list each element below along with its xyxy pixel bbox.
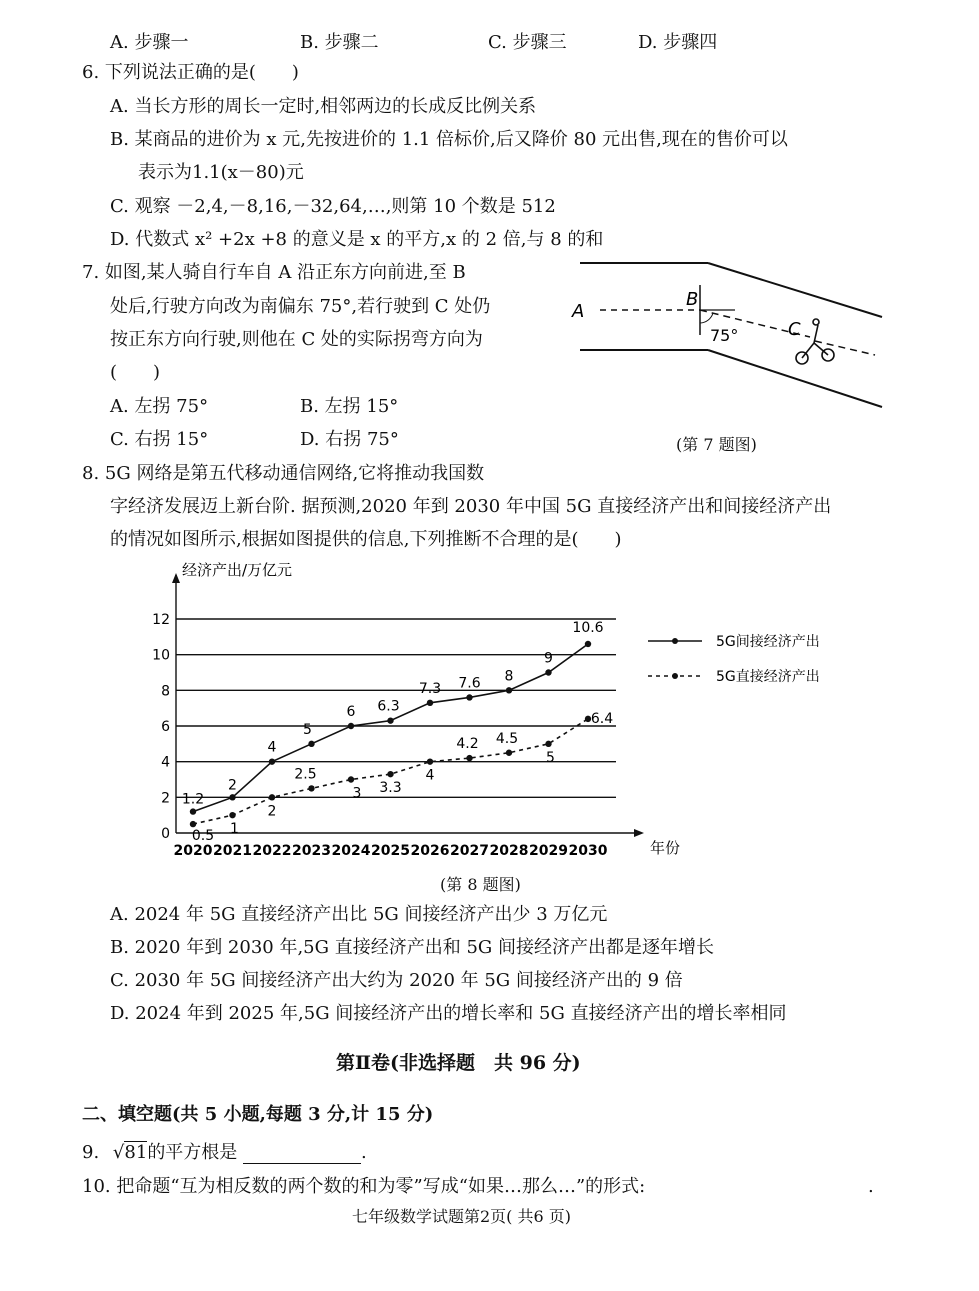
q9-end: . xyxy=(361,1142,367,1163)
x-axis-label: 年份 xyxy=(650,839,681,857)
q7-line3: 按正东方向行驶,则他在 C 处的实际拐弯方向为 xyxy=(110,329,483,350)
x-tick-label: 2030 xyxy=(568,843,608,859)
q10-end: . xyxy=(868,1176,874,1197)
y-axis-label: 经济产出/万亿元 xyxy=(182,561,293,579)
y-tick-label: 2 xyxy=(161,790,170,807)
q8-caption: (第 8 题图) xyxy=(440,875,521,894)
x-axis-arrow-icon xyxy=(634,829,644,837)
data-point xyxy=(269,758,275,764)
q8-chart xyxy=(140,555,860,865)
data-label: 4 xyxy=(425,767,435,784)
data-label: 5 xyxy=(546,749,555,766)
data-label: 3 xyxy=(352,785,362,802)
data-label: 1.2 xyxy=(181,791,205,808)
data-label: 7.6 xyxy=(458,675,481,692)
q6-stem: 6. 下列说法正确的是( ) xyxy=(82,62,299,83)
q8-option-b: B. 2020 年到 2030 年,5G 直接经济产出和 5G 间接经济产出都是逐年增长 xyxy=(110,937,714,958)
q8-line2: 字经济发展迈上新台阶. 据预测,2020 年到 2030 年中国 5G 直接经济产出和间接经济产出 xyxy=(110,496,832,517)
legend-marker xyxy=(672,638,678,644)
q7-line2: 处后,行驶方向改为南偏东 75°,若行驶到 C 处仍 xyxy=(110,296,491,317)
y-tick-label: 12 xyxy=(152,612,170,628)
q6-option-d: D. 代数式 x² +2x +8 的意义是 x 的平方,x 的 2 倍,与 8 的和 xyxy=(110,229,604,250)
q9-radicand: 81 xyxy=(124,1142,148,1163)
y-tick-label: 10 xyxy=(152,647,170,664)
data-label: 6 xyxy=(346,704,356,720)
q6-option-a: A. 当长方形的周长一定时,相邻两边的长成反比例关系 xyxy=(110,96,537,117)
y-tick-label: 0 xyxy=(161,826,170,842)
data-point xyxy=(387,717,393,723)
q8-line3: 的情况如图所示,根据如图提供的信息,下列推断不合理的是( ) xyxy=(110,529,622,550)
data-point xyxy=(427,758,433,764)
q7-option-d: D. 右拐 75° xyxy=(300,429,399,450)
q7-caption: (第 7 题图) xyxy=(676,435,757,454)
q7-figure xyxy=(560,255,890,415)
data-point xyxy=(348,776,354,782)
data-point xyxy=(229,794,235,800)
y-axis-arrow-icon xyxy=(172,573,180,583)
data-point xyxy=(190,808,196,814)
data-point xyxy=(269,794,275,800)
data-label: 4.2 xyxy=(456,736,479,753)
data-point xyxy=(585,641,591,647)
q5-option-a: A. 步骤一 xyxy=(110,32,189,53)
q6-option-b-line2: 表示为1.1(x－80)元 xyxy=(138,162,304,183)
sqrt-icon: √ xyxy=(112,1142,125,1163)
data-label: 7.3 xyxy=(418,680,442,697)
part-2-title: 二、填空题(共 5 小题,每题 3 分,计 15 分) xyxy=(82,1104,434,1125)
q10: 10. 把命题“互为相反数的两个数的和为零”写成“如果…那么…”的形式: xyxy=(82,1176,646,1197)
data-label: 2.5 xyxy=(294,766,317,783)
x-tick-label: 2027 xyxy=(450,843,489,859)
q6-option-c: C. 观察 －2,4,－8,16,－32,64,…,则第 10 个数是 512 xyxy=(110,196,556,217)
q7-line1: 7. 如图,某人骑自行车自 A 沿正东方向前进,至 B xyxy=(82,262,466,283)
data-label: 2 xyxy=(267,803,277,820)
y-tick-label: 4 xyxy=(161,754,170,771)
data-point xyxy=(466,755,472,761)
y-tick-label: 6 xyxy=(161,719,170,735)
y-tick-label: 8 xyxy=(161,683,170,700)
data-label: 8 xyxy=(504,668,514,685)
data-label: 4.5 xyxy=(495,730,519,747)
data-point xyxy=(190,821,196,827)
q7-option-c: C. 右拐 15° xyxy=(110,429,209,450)
data-label: 10.6 xyxy=(572,619,604,636)
data-label: 5 xyxy=(303,721,312,738)
q7-fig-label-a: A xyxy=(572,301,585,322)
data-label: 0.5 xyxy=(191,828,215,845)
bicycle-icon xyxy=(796,319,834,364)
data-point xyxy=(387,771,393,777)
x-tick-label: 2020 xyxy=(173,843,213,859)
data-point xyxy=(308,785,314,791)
q9-number: 9. xyxy=(82,1142,100,1163)
q9-answer-blank[interactable] xyxy=(243,1145,361,1164)
page-footer: 七年级数学试题第2页( 共6 页) xyxy=(352,1207,572,1226)
data-point xyxy=(506,750,512,756)
q5-option-c: C. 步骤三 xyxy=(488,32,567,53)
q7-option-b: B. 左拐 15° xyxy=(300,396,399,417)
x-tick-label: 2029 xyxy=(529,843,568,859)
data-label: 9 xyxy=(544,650,553,667)
legend-marker xyxy=(672,673,678,679)
data-point xyxy=(308,741,314,747)
x-tick-label: 2028 xyxy=(489,843,529,859)
q5-option-d: D. 步骤四 xyxy=(638,32,718,53)
x-tick-label: 2023 xyxy=(292,843,331,859)
q6-option-b-line1: B. 某商品的进价为 x 元,先按进价的 1.1 倍标价,后又降价 80 元出售,现在的售价可以 xyxy=(110,129,788,150)
data-point xyxy=(348,723,354,729)
data-point xyxy=(229,812,235,818)
q7-fig-angle: 75° xyxy=(710,326,739,345)
q7-line4: ( ) xyxy=(110,362,161,383)
data-point xyxy=(466,694,472,700)
data-label: 2 xyxy=(228,777,237,794)
data-label: 4 xyxy=(267,739,277,756)
data-point xyxy=(545,669,551,675)
data-label: 3.3 xyxy=(379,780,402,797)
q7-option-a: A. 左拐 75° xyxy=(110,396,209,417)
data-point xyxy=(545,741,551,747)
legend-entry: 5G直接经济产出 xyxy=(716,669,820,685)
data-label: 6.4 xyxy=(590,710,614,727)
x-tick-label: 2021 xyxy=(213,843,252,859)
data-label: 1 xyxy=(230,821,239,838)
q9 xyxy=(82,1142,367,1164)
q8-option-c: C. 2030 年 5G 间接经济产出大约为 2020 年 5G 间接经济产出的 9 倍 xyxy=(110,970,683,991)
x-tick-label: 2026 xyxy=(410,843,450,859)
section-2-title: 第Ⅱ卷(非选择题 共 96 分) xyxy=(336,1052,581,1074)
q8-option-d: D. 2024 年到 2025 年,5G 间接经济产出的增长率和 5G 直接经济产出的增长率相同 xyxy=(110,1003,787,1024)
q8-line1: 8. 5G 网络是第五代移动通信网络,它将推动我国数 xyxy=(82,463,485,484)
q9-text: 的平方根是 xyxy=(147,1142,238,1163)
q7-fig-label-b: B xyxy=(686,289,699,310)
data-label: 6.3 xyxy=(377,698,400,715)
x-tick-label: 2025 xyxy=(371,843,410,859)
legend-entry: 5G间接经济产出 xyxy=(716,634,820,650)
data-point xyxy=(427,700,433,706)
data-point xyxy=(506,687,512,693)
q7-fig-label-c: C xyxy=(788,319,801,340)
q8-option-a: A. 2024 年 5G 直接经济产出比 5G 间接经济产出少 3 万亿元 xyxy=(110,904,608,925)
q5-option-b: B. 步骤二 xyxy=(300,32,379,53)
x-tick-label: 2024 xyxy=(331,843,371,859)
x-tick-label: 2022 xyxy=(252,843,292,859)
